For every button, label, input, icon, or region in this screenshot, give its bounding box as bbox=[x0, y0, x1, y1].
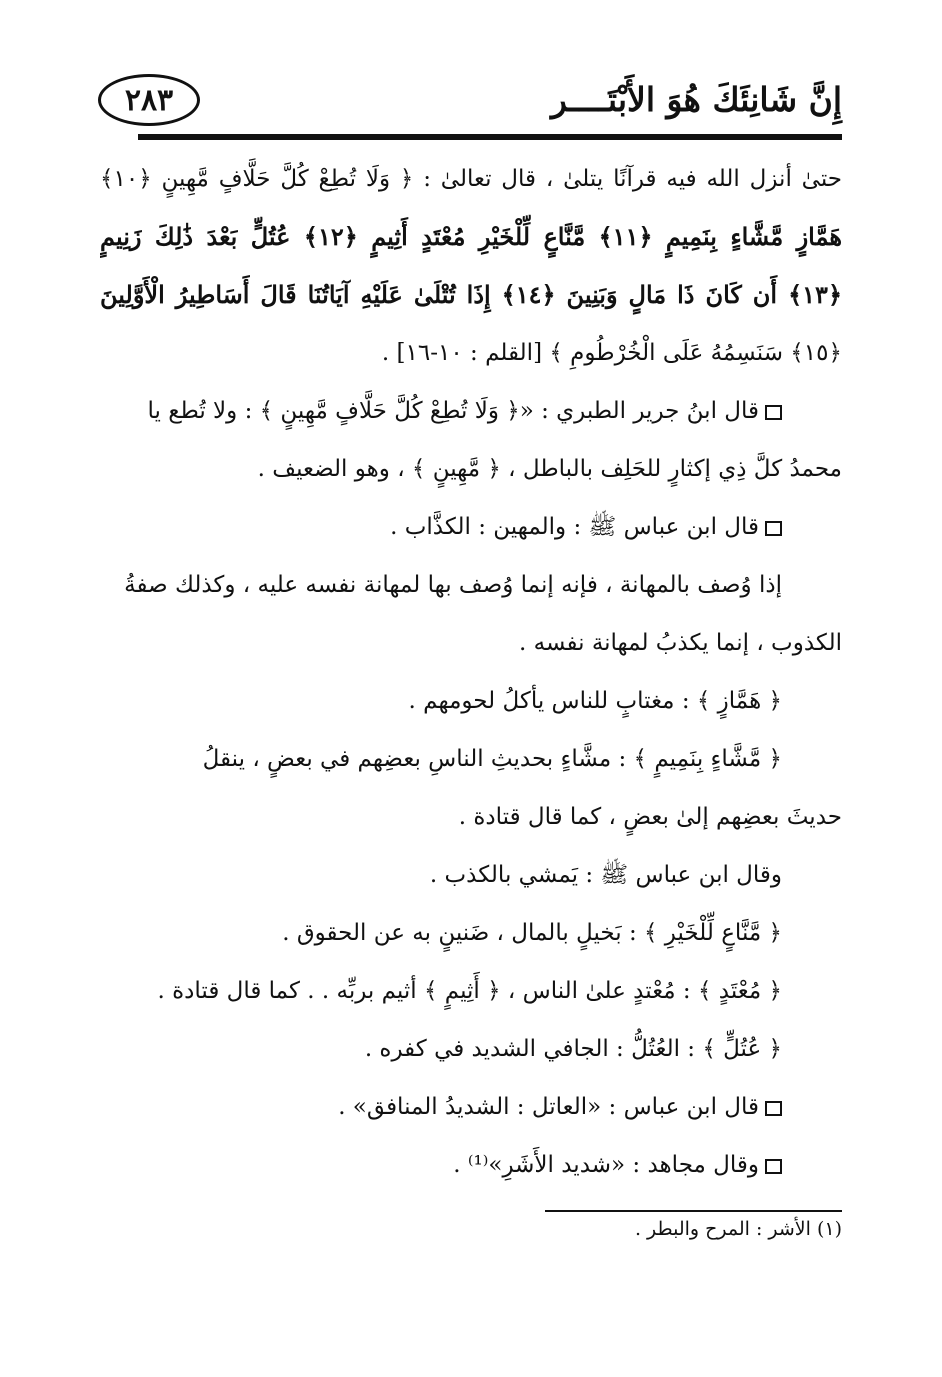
text-line-7 bbox=[100, 498, 842, 556]
text-line-18-content: وقال مجاهد : «شديد الأَشَرِ»⁽¹⁾ . bbox=[453, 1152, 759, 1178]
text-line-16: ﴿ عُتُلٍّ ﴾ : العُتُلُّ : الجافي الشديد في كفره . bbox=[364, 1036, 782, 1062]
text-line-17-content: قال ابن عباس : «العاتل : الشديدُ المنافق» . bbox=[338, 1094, 759, 1120]
bullet-box-icon bbox=[765, 1159, 782, 1174]
text-line-9: الكذوب ، إنما يكذبُ لمهانة نفسه . bbox=[519, 630, 842, 656]
text-line-3: ﴿١٣﴾ أَن كَانَ ذَا مَالٍ وَبَنِينَ ﴿١٤﴾ إِذَا تُتْلَىٰ عَلَيْهِ آيَاتُنَا قَالَ أَسَاطِيرُ الْأَوَّلِينَ bbox=[100, 280, 842, 309]
text-line-8: إذا وُصف بالمهانة ، فإنه إنما وُصف بها لمهانة نفسه عليه ، وكذلك صفةُ bbox=[124, 572, 782, 598]
text-line-5-content: قال ابنُ جرير الطبري : «﴿ وَلَا تُطِعْ كُلَّ حَلَّافٍ مَّهِينٍ ﴾ : ولا تُطع يا bbox=[147, 398, 759, 424]
bullet-box-icon bbox=[765, 405, 782, 420]
text-line-18 bbox=[100, 1136, 842, 1194]
text-line-10: ﴿ هَمَّازٍ ﴾ : مغتابٍ للناس يأكلُ لحومهم . bbox=[408, 688, 782, 714]
text-line-17 bbox=[100, 1078, 842, 1136]
text-line-12: حديثَ بعضِهم إلىٰ بعضٍ ، كما قال قتادة . bbox=[458, 804, 842, 830]
text-line-14: ﴿ مَّنَّاعٍ لِّلْخَيْرِ ﴾ : بَخيلٍ بالمال ، ضَنينٍ به عن الحقوق . bbox=[282, 920, 782, 946]
text-line-15: ﴿ مُعْتَدٍ ﴾ : مُعْتدٍ علىٰ الناس ، ﴿ أَثِيمٍ ﴾ أثيم بربِّه . . كما قال قتادة . bbox=[157, 978, 782, 1004]
page-number: ٢٨٣ bbox=[98, 74, 200, 126]
page-header bbox=[98, 62, 842, 148]
text-line-2: هَمَّازٍ مَّشَّاءٍ بِنَمِيمٍ ﴿١١﴾ مَّنَّاعٍ لِّلْخَيْرِ مُعْتَدٍ أَثِيمٍ ﴿١٢﴾ عُتُلٍّ بَعْدَ ذَٰلِكَ زَنِيمٍ bbox=[100, 222, 842, 251]
bullet-box-icon bbox=[765, 521, 782, 536]
text-line-5 bbox=[100, 382, 842, 440]
header-rule bbox=[138, 134, 842, 140]
page-body bbox=[100, 150, 842, 1194]
text-line-11: ﴿ مَّشَّاءٍ بِنَمِيمٍ ﴾ : مشَّاءٍ بحديثِ الناسِ بعضِهم في بعضٍ ، ينقلُ bbox=[202, 746, 782, 772]
footnote: (١) الأشر : المرح والبطر . bbox=[634, 1218, 842, 1240]
text-line-1: حتىٰ أنزل الله فيه قرآنًا يتلىٰ ، قال تعالىٰ : ﴿ وَلَا تُطِعْ كُلَّ حَلَّافٍ مَّهِينٍ ﴿١٠﴾ bbox=[100, 166, 842, 192]
text-line-6: محمدُ كلَّ ذِي إكثارٍ للحَلِف بالباطل ، ﴿ مَّهِينٍ ﴾ ، وهو الضعيف . bbox=[257, 456, 842, 482]
bullet-box-icon bbox=[765, 1101, 782, 1116]
text-line-13: وقال ابن عباس ﷺ : يَمشي بالكذب . bbox=[429, 862, 782, 888]
text-line-7-content: قال ابن عباس ﷺ : والمهين : الكذَّاب . bbox=[390, 514, 759, 540]
footnote-rule bbox=[545, 1210, 842, 1212]
running-title: إِنَّ شَانِئَكَ هُوَ الأَبْتَــــر bbox=[551, 80, 842, 119]
text-line-4: ﴿١٥﴾ سَنَسِمُهُ عَلَى الْخُرْطُومِ ﴾ [القلم : ١٠-١٦] . bbox=[381, 340, 842, 366]
